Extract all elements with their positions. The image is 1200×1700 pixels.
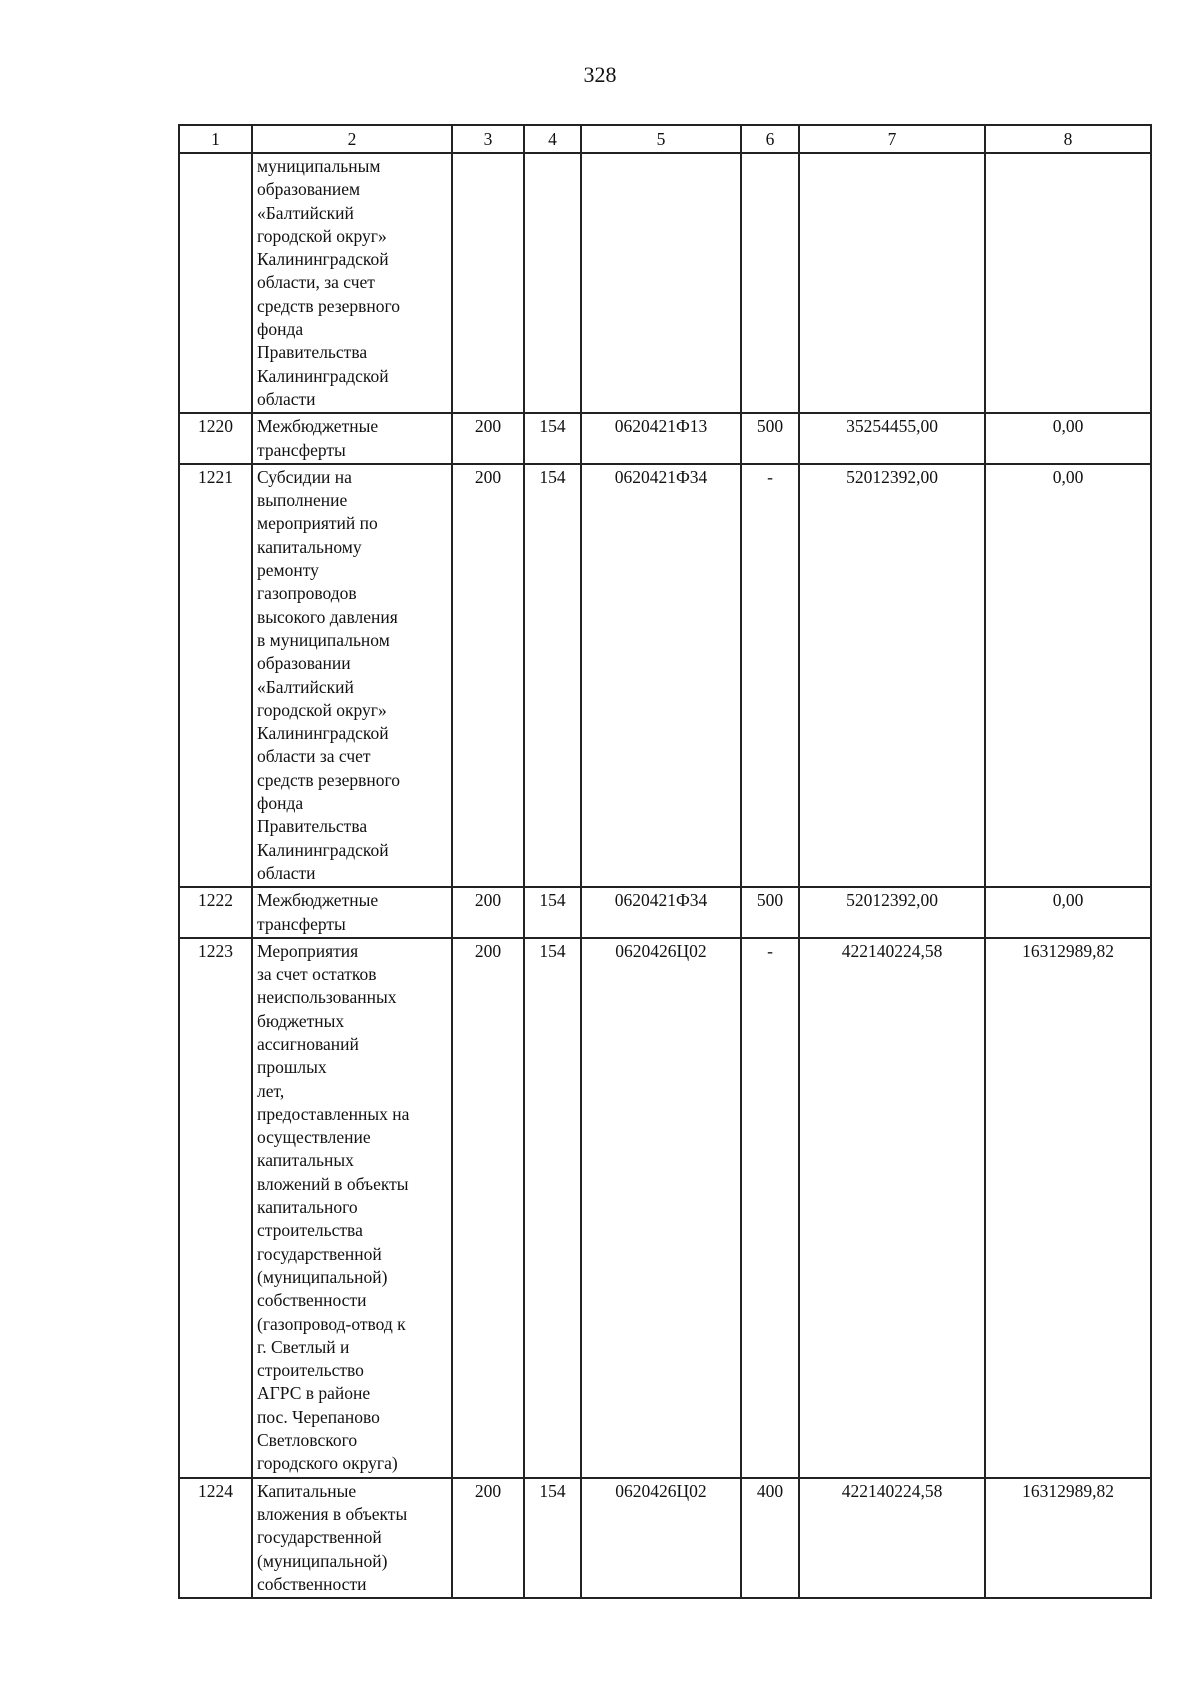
description-line: строительства [257,1220,363,1241]
row-number-cell: 1224 [179,1478,252,1598]
description-line: области за счет [257,746,371,767]
row-number-cell: 1220 [179,413,252,464]
amount-secondary-cell: 16312989,82 [985,1478,1151,1598]
amount-secondary-cell: 16312989,82 [985,938,1151,1478]
description-line: Субсидии на [257,466,352,487]
description-line: ремонту [257,560,319,581]
header-cell-4: 4 [524,125,581,153]
expense-type-cell: 500 [741,413,799,464]
expense-type-cell: 500 [741,887,799,938]
description-line: ассигнований [257,1033,359,1054]
description-line: (муниципальной) [257,1266,388,1287]
description-line: фонда [257,793,304,814]
row-number-cell [179,153,252,413]
description-cell [252,464,452,887]
header-cell-8: 8 [985,125,1151,153]
description-line: городского округа) [257,1453,398,1474]
description-cell [252,413,452,464]
description-line: области [257,388,316,409]
description-line: АГРС в районе [257,1383,371,1404]
header-cell-2: 2 [252,125,452,153]
section-code-cell: 154 [524,464,581,887]
amount-cell: 422140224,58 [799,1478,985,1598]
page-number: 328 [583,62,617,87]
description-line: Правительства [257,342,368,363]
header-cell-1: 1 [179,125,252,153]
description-line: государственной [257,1243,382,1264]
amount-cell: 52012392,00 [799,887,985,938]
ministry-code-cell: 200 [452,1478,524,1598]
table-row [179,938,1151,1478]
description-line: муниципальным [257,156,381,176]
description-line: области, за счет [257,272,375,293]
description-line: «Балтийский [257,202,354,223]
amount-secondary-cell: 0,00 [985,887,1151,938]
target-article-cell [581,153,741,413]
description-line: вложения в объекты [257,1503,408,1524]
description-line: области [257,862,316,883]
description-line: Правительства [257,816,368,837]
description-line: собственности [257,1290,367,1311]
amount-secondary-cell: 0,00 [985,464,1151,887]
description-cell [252,153,452,413]
description-line: Капитальные [257,1480,357,1501]
description-line: трансферты [257,913,346,934]
ministry-code-cell [452,153,524,413]
header-cell-7: 7 [799,125,985,153]
section-code-cell: 154 [524,1478,581,1598]
expense-type-cell: - [741,464,799,887]
description-line: мероприятий по [257,513,378,534]
description-line: городской округ» [257,225,387,246]
table-body [179,153,1151,1598]
table-row [179,887,1151,938]
description-line: строительство [257,1360,364,1381]
ministry-code-cell: 200 [452,938,524,1478]
expense-type-cell [741,153,799,413]
description-line: трансферты [257,439,346,460]
target-article-cell: 0620421Ф13 [581,413,741,464]
description-line: капитального [257,1197,358,1218]
description-line: Межбюджетные [257,416,379,437]
target-article-cell: 0620426Ц02 [581,1478,741,1598]
description-line: выполнение [257,490,348,511]
amount-cell: 422140224,58 [799,938,985,1478]
target-article-cell: 0620421Ф34 [581,887,741,938]
description-cell [252,1478,452,1598]
description-line: высокого давления [257,606,398,627]
header-cell-5: 5 [581,125,741,153]
description-line: (муниципальной) [257,1550,388,1571]
row-number-cell: 1223 [179,938,252,1478]
description-line: прошлых [257,1057,327,1078]
description-line: пос. Черепаново [257,1406,380,1427]
description-line: капитальному [257,536,362,557]
description-line: лет, [257,1080,285,1101]
description-line: фонда [257,319,304,340]
amount-secondary-cell: 0,00 [985,413,1151,464]
header-cell-6: 6 [741,125,799,153]
ministry-code-cell: 200 [452,413,524,464]
row-number-cell: 1221 [179,464,252,887]
amount-cell: 35254455,00 [799,413,985,464]
table-row [179,1478,1151,1598]
section-code-cell [524,153,581,413]
description-line: образовании [257,653,351,674]
description-line: «Балтийский [257,676,354,697]
amount-cell [799,153,985,413]
description-line: Калининградской [257,249,389,270]
description-line: осуществление [257,1127,371,1148]
description-cell [252,887,452,938]
description-line: Калининградской [257,365,389,386]
description-line: за счет остатков [257,964,377,985]
description-line: г. Светлый и [257,1336,350,1357]
amount-secondary-cell [985,153,1151,413]
description-line: (газопровод-отвод к [257,1313,406,1334]
amount-cell: 52012392,00 [799,464,985,887]
table-row [179,464,1151,887]
description-line: Межбюджетные [257,890,379,911]
section-code-cell: 154 [524,887,581,938]
description-line: городской округ» [257,699,387,720]
description-line: Калининградской [257,839,389,860]
section-code-cell: 154 [524,938,581,1478]
expense-type-cell: 400 [741,1478,799,1598]
table-row [179,413,1151,464]
target-article-cell: 0620421Ф34 [581,464,741,887]
ministry-code-cell: 200 [452,464,524,887]
header-cell-3: 3 [452,125,524,153]
description-line: предоставленных на [257,1103,410,1124]
section-code-cell: 154 [524,413,581,464]
description-line: в муниципальном [257,629,390,650]
ministry-code-cell: 200 [452,887,524,938]
description-line: капитальных [257,1150,354,1171]
description-line: средств резервного [257,295,401,316]
description-line: Светловского [257,1430,358,1451]
description-line: неиспользованных [257,987,397,1008]
description-line: государственной [257,1527,382,1548]
row-number-cell: 1222 [179,887,252,938]
description-line: Мероприятия [257,940,359,961]
description-line: газопроводов [257,583,357,604]
expense-type-cell: - [741,938,799,1478]
description-line: образованием [257,179,361,200]
description-line: собственности [257,1573,367,1594]
table-row [179,153,1151,413]
header-row [179,125,1151,153]
description-line: Калининградской [257,723,389,744]
description-line: вложений в объекты [257,1173,409,1194]
description-cell [252,938,452,1478]
budget-table [178,124,1152,1599]
description-line: средств резервного [257,769,401,790]
description-line: бюджетных [257,1010,345,1031]
target-article-cell: 0620426Ц02 [581,938,741,1478]
